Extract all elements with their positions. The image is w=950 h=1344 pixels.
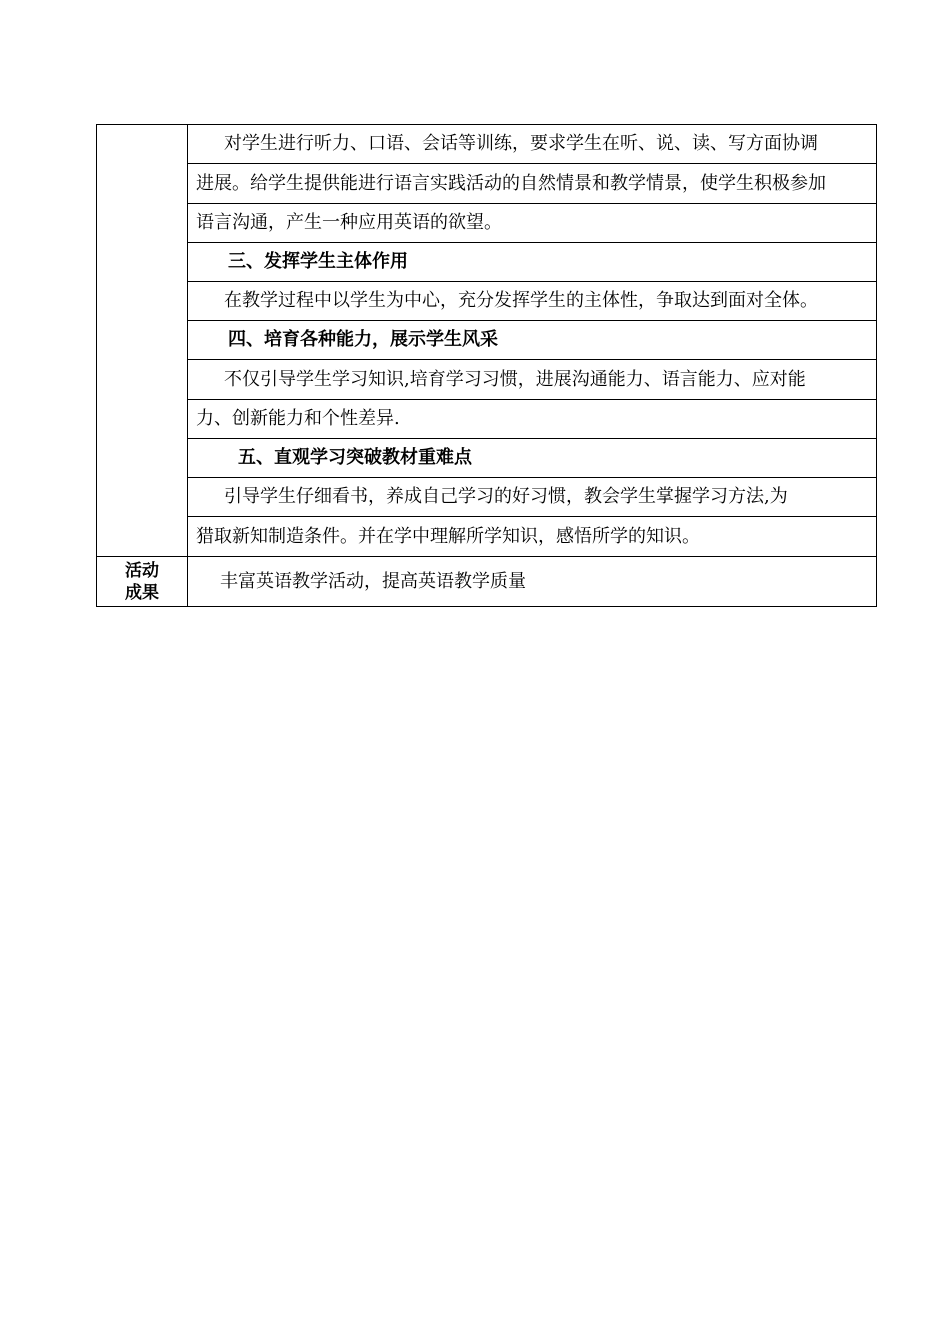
content-row bbox=[97, 243, 877, 282]
result-label-line2: 成果 bbox=[125, 582, 159, 603]
body-text bbox=[188, 204, 877, 243]
content-row bbox=[97, 125, 877, 164]
heading-text: 五、直观学习突破教材重难点 bbox=[238, 447, 472, 468]
body-text bbox=[188, 282, 877, 321]
section-heading-4 bbox=[188, 321, 877, 360]
content-row bbox=[97, 282, 877, 321]
plan-table bbox=[96, 124, 877, 607]
text-line: 对学生进行听力、口语、会话等训练，要求学生在听、说、读、写方面协调 bbox=[224, 133, 818, 154]
body-text bbox=[188, 360, 877, 400]
content-row bbox=[97, 360, 877, 400]
text-line: 语言沟通，产生一种应用英语的欲望。 bbox=[196, 212, 502, 233]
label-cell-empty bbox=[97, 125, 188, 557]
body-text bbox=[188, 400, 877, 439]
result-label-line1: 活动 bbox=[125, 560, 159, 581]
heading-text: 三、发挥学生主体作用 bbox=[228, 251, 408, 272]
text-line: 力、创新能力和个性差异. bbox=[196, 408, 400, 429]
body-text bbox=[188, 478, 877, 517]
result-text-cell bbox=[188, 557, 877, 607]
text-line: 猎取新知制造条件。并在学中理解所学知识，感悟所学的知识。 bbox=[196, 525, 700, 547]
text-line: 进展。给学生提供能进行语言实践活动的自然情景和教学情景，使学生积极参加 bbox=[196, 172, 826, 194]
body-text bbox=[188, 164, 877, 204]
content-row bbox=[97, 478, 877, 517]
section-heading-5 bbox=[188, 439, 877, 478]
section-heading-3 bbox=[188, 243, 877, 282]
content-row bbox=[97, 164, 877, 204]
result-label bbox=[97, 557, 188, 607]
content-row bbox=[97, 204, 877, 243]
content-row bbox=[97, 400, 877, 439]
result-row bbox=[97, 557, 877, 607]
body-text bbox=[188, 517, 877, 557]
content-row bbox=[97, 439, 877, 478]
body-text bbox=[188, 125, 877, 164]
content-row bbox=[97, 321, 877, 360]
text-line: 引导学生仔细看书，养成自己学习的好习惯，教会学生掌握学习方法,为 bbox=[224, 486, 788, 507]
result-text: 丰富英语教学活动，提高英语教学质量 bbox=[220, 570, 526, 592]
content-row bbox=[97, 517, 877, 557]
text-line: 不仅引导学生学习知识,培育学习习惯，进展沟通能力、语言能力、应对能 bbox=[224, 368, 806, 390]
heading-text: 四、培育各种能力，展示学生风采 bbox=[228, 329, 498, 350]
text-line: 在教学过程中以学生为中心，充分发挥学生的主体性，争取达到面对全体。 bbox=[224, 290, 818, 311]
